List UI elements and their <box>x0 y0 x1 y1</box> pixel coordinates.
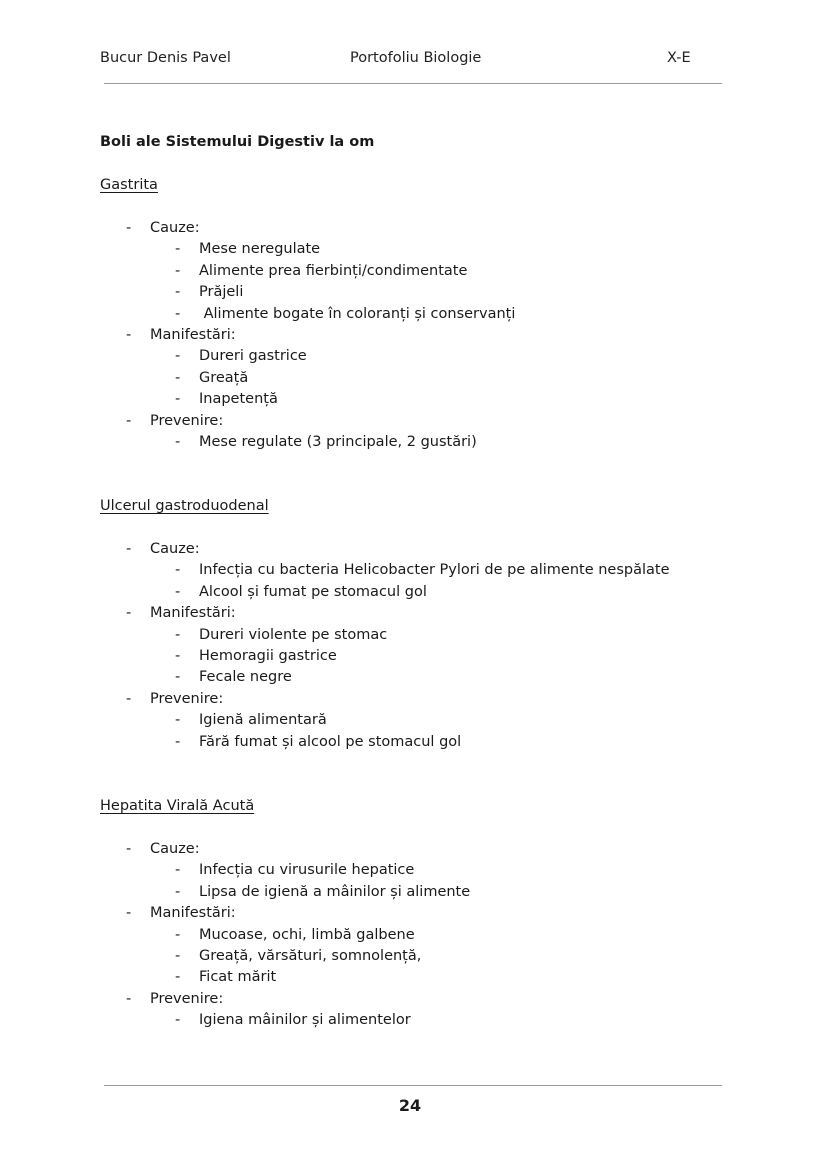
bullet-dash: - <box>175 969 181 986</box>
bullet-dash: - <box>175 883 181 900</box>
document-title: Boli ale Sistemului Digestiv la om <box>100 134 375 150</box>
item-text: Greață <box>199 369 249 386</box>
list-item <box>175 967 276 988</box>
bullet-dash: - <box>175 241 181 258</box>
bullet-dash: - <box>175 626 181 643</box>
item-text: Mese neregulate <box>199 241 321 258</box>
item-text: Alcool și fumat pe stomacul gol <box>199 583 427 600</box>
bullet-dash: - <box>126 905 132 922</box>
header-author: Bucur Denis Pavel <box>100 50 231 66</box>
group-label: Prevenire: <box>150 690 224 707</box>
list-item <box>175 625 387 646</box>
bullet-dash: - <box>126 990 132 1007</box>
section-heading: Hepatita Virală Acută <box>100 798 255 814</box>
bullet-dash: - <box>175 669 181 686</box>
bullet-dash: - <box>175 434 181 450</box>
bullet-dash: - <box>126 412 132 429</box>
bullet-dash: - <box>126 605 132 622</box>
list-item <box>175 860 414 881</box>
item-text: Mucoase, ochi, limbă galbene <box>199 926 415 943</box>
bullet-dash: - <box>175 369 181 386</box>
list-item <box>175 560 670 581</box>
bullet-dash: - <box>175 284 181 301</box>
bullet-dash: - <box>175 391 181 408</box>
item-text: Alimente prea fierbinți/condimentate <box>199 262 468 279</box>
item-text: Prăjeli <box>199 284 244 301</box>
list-item <box>175 667 292 688</box>
bullet-dash: - <box>175 583 181 600</box>
header-divider <box>104 83 722 84</box>
item-text: Dureri violente pe stomac <box>199 626 388 643</box>
list-group <box>126 539 200 560</box>
list-item <box>175 646 337 667</box>
list-group <box>126 689 223 710</box>
list-group <box>126 839 200 860</box>
bullet-dash: - <box>175 648 181 664</box>
item-text: Fecale negre <box>199 669 292 686</box>
bullet-dash: - <box>126 841 132 857</box>
list-item <box>175 432 477 453</box>
list-group <box>126 325 236 346</box>
list-item <box>175 239 320 260</box>
item-text: Mese regulate (3 principale, 2 gustări) <box>199 434 477 450</box>
bullet-dash: - <box>175 562 181 579</box>
section-heading: Ulcerul gastroduodenal <box>100 498 269 514</box>
bullet-dash: - <box>126 541 132 557</box>
item-text: Dureri gastrice <box>199 348 307 365</box>
bullet-dash: - <box>175 948 181 964</box>
group-label: Prevenire: <box>150 990 224 1007</box>
bullet-dash: - <box>126 690 132 707</box>
bullet-dash: - <box>175 305 181 322</box>
list-item <box>175 882 470 903</box>
group-label: Manifestări: <box>150 905 236 922</box>
item-text: Infecția cu bacteria Helicobacter Pylori de pe alimente nespălate <box>199 562 670 579</box>
group-label: Prevenire: <box>150 412 224 429</box>
bullet-dash: - <box>126 327 132 343</box>
group-label: Manifestări: <box>150 327 236 343</box>
item-text: Igiena mâinilor și alimentelor <box>199 1012 411 1029</box>
list-group <box>126 903 236 924</box>
list-item <box>175 304 515 325</box>
group-label: Cauze: <box>150 841 200 857</box>
item-text: Fără fumat și alcool pe stomacul gol <box>199 733 462 750</box>
list-item <box>175 261 467 282</box>
list-item <box>175 946 421 967</box>
list-item <box>175 282 243 303</box>
bullet-dash: - <box>175 348 181 365</box>
list-item <box>175 925 415 946</box>
bullet-dash: - <box>175 712 181 729</box>
item-text: Infecția cu virusurile hepatice <box>199 862 415 879</box>
list-group <box>126 218 200 239</box>
bullet-dash: - <box>126 220 132 236</box>
footer-divider <box>104 1085 722 1086</box>
bullet-dash: - <box>175 862 181 879</box>
list-group <box>126 603 236 624</box>
group-label: Cauze: <box>150 220 200 236</box>
page-number: 24 <box>398 1096 422 1115</box>
item-text: Greață, vărsături, somnolență, <box>199 948 422 964</box>
bullet-dash: - <box>175 926 181 943</box>
item-text: Igienă alimentară <box>199 712 327 729</box>
list-item <box>175 389 278 410</box>
group-label: Cauze: <box>150 541 200 557</box>
item-text: Lipsa de igienă a mâinilor și alimente <box>199 883 471 900</box>
header-class: X-E <box>667 50 691 66</box>
section-heading: Gastrita <box>100 177 158 193</box>
item-text: Alimente bogate în coloranți și conservanți <box>199 305 516 322</box>
list-item <box>175 1010 411 1031</box>
list-item <box>175 710 327 731</box>
item-text: Hemoragii gastrice <box>199 648 337 664</box>
list-group <box>126 989 223 1010</box>
item-text: Inapetență <box>199 391 278 408</box>
header-title: Portofoliu Biologie <box>350 50 482 66</box>
item-text: Ficat mărit <box>199 969 277 986</box>
list-item <box>175 732 461 753</box>
list-item <box>175 346 307 367</box>
bullet-dash: - <box>175 262 181 279</box>
bullet-dash: - <box>175 1012 181 1029</box>
bullet-dash: - <box>175 733 181 750</box>
list-item <box>175 368 248 389</box>
list-item <box>175 582 427 603</box>
list-group <box>126 411 223 432</box>
group-label: Manifestări: <box>150 605 236 622</box>
